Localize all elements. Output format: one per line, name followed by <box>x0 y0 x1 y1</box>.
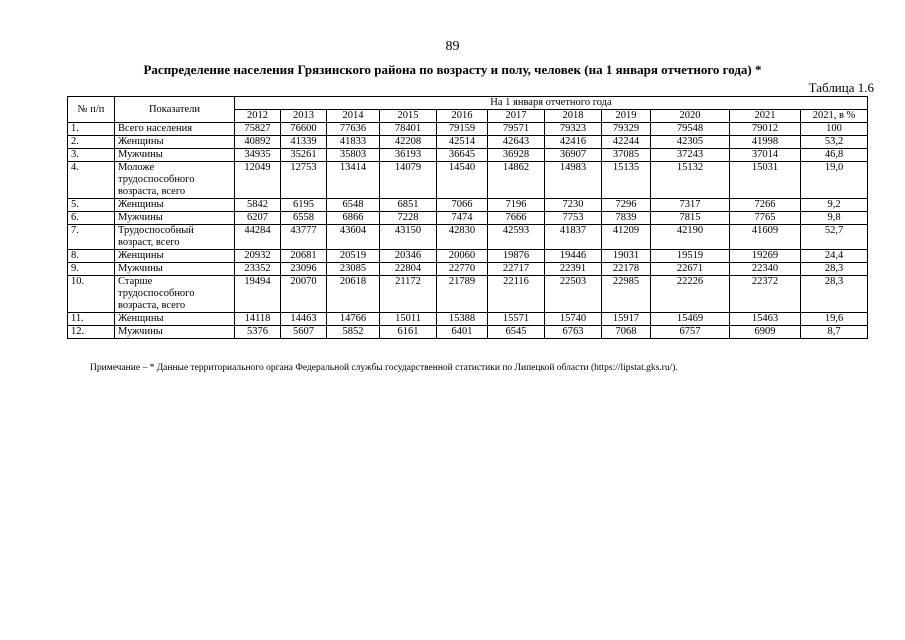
table-cell: 14463 <box>281 313 327 326</box>
header-year: 2021 <box>730 110 801 123</box>
row-indicator: Всего населения <box>115 123 235 136</box>
table-cell: 42244 <box>602 136 651 149</box>
table-row <box>68 313 868 326</box>
table-cell: 5852 <box>327 326 380 339</box>
row-indicator: Женщины <box>115 250 235 263</box>
table-row <box>68 136 868 149</box>
table-cell: 20519 <box>327 250 380 263</box>
table-cell: 7196 <box>488 199 545 212</box>
table-cell: 46,8 <box>801 149 868 162</box>
table-cell: 36645 <box>437 149 488 162</box>
table-row <box>68 149 868 162</box>
table-cell: 6763 <box>545 326 602 339</box>
table-cell: 28,3 <box>801 276 868 313</box>
table-cell: 5376 <box>235 326 281 339</box>
table-cell: 42208 <box>380 136 437 149</box>
table-cell: 15740 <box>545 313 602 326</box>
table-cell: 79159 <box>437 123 488 136</box>
table-cell: 6401 <box>437 326 488 339</box>
table-cell: 9,8 <box>801 212 868 225</box>
table-cell: 40892 <box>235 136 281 149</box>
header-year: 2013 <box>281 110 327 123</box>
header-year: 2012 <box>235 110 281 123</box>
row-index: 11. <box>68 313 115 326</box>
table-cell: 22770 <box>437 263 488 276</box>
header-index: № п/п <box>68 97 115 123</box>
table-cell: 35803 <box>327 149 380 162</box>
table-cell: 7474 <box>437 212 488 225</box>
table-cell: 100 <box>801 123 868 136</box>
page-number: 89 <box>445 39 460 54</box>
table-cell: 75827 <box>235 123 281 136</box>
table-cell: 22226 <box>651 276 730 313</box>
header-year: 2021, в % <box>801 110 868 123</box>
table-cell: 34935 <box>235 149 281 162</box>
table-cell: 52,7 <box>801 225 868 250</box>
table-cell: 7765 <box>730 212 801 225</box>
row-index: 9. <box>68 263 115 276</box>
row-index: 3. <box>68 149 115 162</box>
row-indicator: Мужчины <box>115 263 235 276</box>
table-cell: 6558 <box>281 212 327 225</box>
table-cell: 41833 <box>327 136 380 149</box>
row-indicator: Моложе трудоспособного возраста, всего <box>115 162 235 199</box>
row-index: 4. <box>68 162 115 199</box>
row-indicator: Мужчины <box>115 212 235 225</box>
table-cell: 12753 <box>281 162 327 199</box>
table-row <box>68 276 868 313</box>
row-indicator: Мужчины <box>115 326 235 339</box>
population-table <box>67 96 868 339</box>
table-cell: 78401 <box>380 123 437 136</box>
row-indicator: Трудоспособный возраст, всего <box>115 225 235 250</box>
table-cell: 7317 <box>651 199 730 212</box>
table-cell: 79571 <box>488 123 545 136</box>
table-cell: 15388 <box>437 313 488 326</box>
table-cell: 43150 <box>380 225 437 250</box>
header-year: 2018 <box>545 110 602 123</box>
row-index: 1. <box>68 123 115 136</box>
table-cell: 79323 <box>545 123 602 136</box>
table-cell: 41339 <box>281 136 327 149</box>
table-cell: 37014 <box>730 149 801 162</box>
table-cell: 15469 <box>651 313 730 326</box>
table-cell: 41209 <box>602 225 651 250</box>
table-cell: 42416 <box>545 136 602 149</box>
table-cell: 42830 <box>437 225 488 250</box>
table-cell: 14079 <box>380 162 437 199</box>
table-label: Таблица 1.6 <box>808 80 874 95</box>
table-cell: 22503 <box>545 276 602 313</box>
table-cell: 15463 <box>730 313 801 326</box>
row-indicator: Мужчины <box>115 149 235 162</box>
header-group: На 1 января отчетного года <box>235 97 868 110</box>
table-title: Распределение населения Грязинского района по возрасту и полу, человек (на 1 января отчетного года) * <box>143 62 762 77</box>
table-cell: 19446 <box>545 250 602 263</box>
table-cell: 15135 <box>602 162 651 199</box>
table-cell: 20070 <box>281 276 327 313</box>
table-cell: 21789 <box>437 276 488 313</box>
table-cell: 7839 <box>602 212 651 225</box>
table-cell: 19,0 <box>801 162 868 199</box>
table-cell: 22116 <box>488 276 545 313</box>
table-cell: 79329 <box>602 123 651 136</box>
table-cell: 6161 <box>380 326 437 339</box>
table-cell: 42593 <box>488 225 545 250</box>
table-cell: 79012 <box>730 123 801 136</box>
table-cell: 20346 <box>380 250 437 263</box>
table-row <box>68 123 868 136</box>
table-cell: 6545 <box>488 326 545 339</box>
table-cell: 24,4 <box>801 250 868 263</box>
table-cell: 8,7 <box>801 326 868 339</box>
table-cell: 53,2 <box>801 136 868 149</box>
table-cell: 19,6 <box>801 313 868 326</box>
table-row <box>68 225 868 250</box>
table-cell: 22804 <box>380 263 437 276</box>
header-indicator: Показатели <box>115 97 235 123</box>
row-indicator: Женщины <box>115 199 235 212</box>
table-cell: 22340 <box>730 263 801 276</box>
table-cell: 22671 <box>651 263 730 276</box>
table-row <box>68 326 868 339</box>
row-index: 12. <box>68 326 115 339</box>
table-cell: 28,3 <box>801 263 868 276</box>
table-cell: 23352 <box>235 263 281 276</box>
table-cell: 7815 <box>651 212 730 225</box>
row-index: 10. <box>68 276 115 313</box>
table-cell: 6866 <box>327 212 380 225</box>
table-cell: 36928 <box>488 149 545 162</box>
table-cell: 19876 <box>488 250 545 263</box>
table-cell: 14983 <box>545 162 602 199</box>
table-cell: 22717 <box>488 263 545 276</box>
table-cell: 7230 <box>545 199 602 212</box>
table-cell: 22391 <box>545 263 602 276</box>
table-cell: 19269 <box>730 250 801 263</box>
table-row <box>68 199 868 212</box>
table-cell: 41998 <box>730 136 801 149</box>
header-year: 2016 <box>437 110 488 123</box>
header-year: 2017 <box>488 110 545 123</box>
table-cell: 42514 <box>437 136 488 149</box>
table-row <box>68 250 868 263</box>
table-cell: 15011 <box>380 313 437 326</box>
table-cell: 7666 <box>488 212 545 225</box>
table-cell: 41609 <box>730 225 801 250</box>
table-cell: 44284 <box>235 225 281 250</box>
table-cell: 5842 <box>235 199 281 212</box>
table-cell: 76600 <box>281 123 327 136</box>
table-cell: 6757 <box>651 326 730 339</box>
table-cell: 43604 <box>327 225 380 250</box>
footnote: Примечание – * Данные территориального органа Федеральной службы государственной статистики по Липецкой области (https://lipstat.gks.ru/). <box>90 363 678 373</box>
row-indicator: Женщины <box>115 313 235 326</box>
table-cell: 7228 <box>380 212 437 225</box>
table-cell: 9,2 <box>801 199 868 212</box>
table-cell: 6207 <box>235 212 281 225</box>
table-cell: 35261 <box>281 149 327 162</box>
table-cell: 36193 <box>380 149 437 162</box>
table-cell: 37085 <box>602 149 651 162</box>
table-cell: 19519 <box>651 250 730 263</box>
table-cell: 6851 <box>380 199 437 212</box>
table-cell: 20060 <box>437 250 488 263</box>
table-cell: 12049 <box>235 162 281 199</box>
table-cell: 6909 <box>730 326 801 339</box>
table-cell: 19494 <box>235 276 281 313</box>
table-cell: 6548 <box>327 199 380 212</box>
table-row <box>68 162 868 199</box>
table-cell: 13414 <box>327 162 380 199</box>
table-cell: 42190 <box>651 225 730 250</box>
table-cell: 22985 <box>602 276 651 313</box>
table-cell: 7753 <box>545 212 602 225</box>
table-cell: 7296 <box>602 199 651 212</box>
table-cell: 36907 <box>545 149 602 162</box>
table-cell: 41837 <box>545 225 602 250</box>
table-cell: 14766 <box>327 313 380 326</box>
table-cell: 15132 <box>651 162 730 199</box>
table-cell: 42643 <box>488 136 545 149</box>
table-cell: 14540 <box>437 162 488 199</box>
row-index: 7. <box>68 225 115 250</box>
row-indicator: Старше трудоспособного возраста, всего <box>115 276 235 313</box>
table-body <box>68 123 868 339</box>
table-cell: 22178 <box>602 263 651 276</box>
table-cell: 15917 <box>602 313 651 326</box>
table-cell: 19031 <box>602 250 651 263</box>
row-index: 5. <box>68 199 115 212</box>
table-cell: 15571 <box>488 313 545 326</box>
table-row <box>68 263 868 276</box>
header-row-group <box>68 97 868 110</box>
table-cell: 7068 <box>602 326 651 339</box>
table-cell: 20618 <box>327 276 380 313</box>
header-year: 2015 <box>380 110 437 123</box>
row-indicator: Женщины <box>115 136 235 149</box>
row-index: 6. <box>68 212 115 225</box>
table-cell: 6195 <box>281 199 327 212</box>
table-cell: 7066 <box>437 199 488 212</box>
header-year: 2014 <box>327 110 380 123</box>
table-cell: 5607 <box>281 326 327 339</box>
table-cell: 22372 <box>730 276 801 313</box>
row-index: 8. <box>68 250 115 263</box>
row-index: 2. <box>68 136 115 149</box>
table-cell: 43777 <box>281 225 327 250</box>
table-cell: 21172 <box>380 276 437 313</box>
table-cell: 7266 <box>730 199 801 212</box>
table-row <box>68 212 868 225</box>
table-cell: 37243 <box>651 149 730 162</box>
table-cell: 79548 <box>651 123 730 136</box>
table-cell: 14862 <box>488 162 545 199</box>
table-cell: 77636 <box>327 123 380 136</box>
table-cell: 15031 <box>730 162 801 199</box>
table-cell: 20681 <box>281 250 327 263</box>
table-cell: 20932 <box>235 250 281 263</box>
table-cell: 23096 <box>281 263 327 276</box>
table-cell: 23085 <box>327 263 380 276</box>
header-year: 2020 <box>651 110 730 123</box>
table-cell: 14118 <box>235 313 281 326</box>
header-year: 2019 <box>602 110 651 123</box>
table-cell: 42305 <box>651 136 730 149</box>
